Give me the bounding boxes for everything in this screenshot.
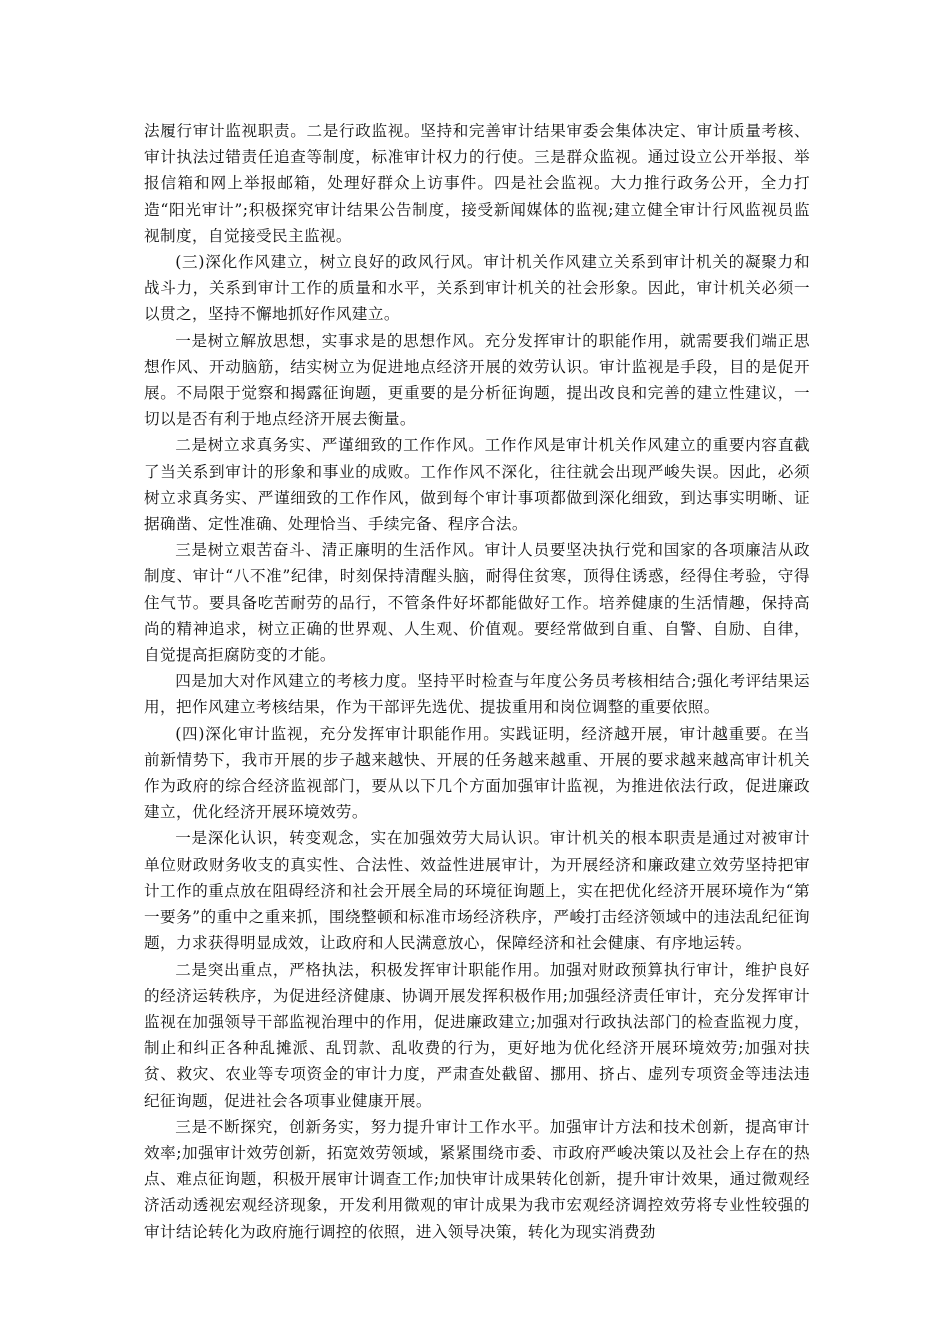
paragraph: 三是树立艰苦奋斗、清正廉明的生活作风。审计人员要坚决执行党和国家的各项廉洁从政制度、审计“八不准”纪律，时刻保持清醒头脑，耐得住贫寒，顶得住诱惑，经得住考验，守得住气节。要具备吃苦耐劳的品行，不管条件好坏都能做好工作。培养健康的生活情趣，保持高尚的精神追求，树立正确的世界观、人生观、价值观。要经常做到自重、自警、自励、自律，自觉提高拒腐防变的才能。: [144, 541, 810, 665]
paragraph: (三)深化作风建立，树立良好的政风行风。审计机关作风建立关系到审计机关的凝聚力和战斗力，关系到审计工作的质量和水平，关系到审计机关的社会形象。因此，审计机关必须一以贯之，坚持不懈地抓好作风建立。: [144, 253, 810, 324]
paragraph: 二是树立求真务实、严谨细致的工作作风。工作作风是审计机关作风建立的重要内容直截了当关系到审计的形象和事业的成败。工作作风不深化，往往就会出现严峻失误。因此，必须树立求真务实、严谨细致的工作作风，做到每个审计事项都做到深化细致，到达事实明晰、证据确凿、定性准确、处理恰当、手续完备、程序合法。: [144, 436, 810, 534]
document-body: [144, 118, 810, 1245]
paragraph: 法履行审计监视职责。二是行政监视。坚持和完善审计结果审委会集体决定、审计质量考核、审计执法过错责任追查等制度，标准审计权力的行使。三是群众监视。通过设立公开举报、举报信箱和网上举报邮箱，处理好群众上访事件。四是社会监视。大力推行政务公开，全力打造“阳光审计”;积极探究审计结果公告制度，接受新闻媒体的监视;建立健全审计行风监视员监视制度，自觉接受民主监视。: [144, 122, 810, 245]
paragraph: 一是深化认识，转变观念，实在加强效劳大局认识。审计机关的根本职责是通过对被审计单位财政财务收支的真实性、合法性、效益性进展审计，为开展经济和廉政建立效劳坚持把审计工作的重点放在阻碍经济和社会开展全局的环境征询题上，实在把优化经济开展环境作为“第一要务”的重中之重来抓，围绕整顿和标准市场经济秩序，严峻打击经济领域中的违法乱纪征询题，力求获得明显成效，让政府和人民满意放心，保障经济和社会健康、有序地运转。: [144, 829, 810, 953]
paragraph: 四是加大对作风建立的考核力度。坚持平时检查与年度公务员考核相结合;强化考评结果运用，把作风建立考核结果，作为干部评先选优、提拔重用和岗位调整的重要依照。: [144, 672, 810, 717]
paragraph: (四)深化审计监视，充分发挥审计职能作用。实践证明，经济越开展，审计越重要。在当前新情势下，我市开展的步子越来越快、开展的任务越来越重、开展的要求越来越高审计机关作为政府的综合经济监视部门，要从以下几个方面加强审计监视，为推进依法行政，促进廉政建立，优化经济开展环境效劳。: [144, 724, 810, 822]
paragraph: 一是树立解放思想，实事求是的思想作风。充分发挥审计的职能作用，就需要我们端正思想作风、开动脑筋，结实树立为促进地点经济开展的效劳认识。审计监视是手段，目的是促开展。不局限于觉察和揭露征询题，更重要的是分析征询题，提出改良和完善的建立性建议，一切以是否有利于地点经济开展去衡量。: [144, 331, 810, 429]
paragraph: 三是不断探究，创新务实，努力提升审计工作水平。加强审计方法和技术创新，提高审计效率;加强审计效劳创新，拓宽效劳领域，紧紧围绕市委、市政府严峻决策以及社会上存在的热点、难点征询题，积极开展审计调查工作;加快审计成果转化创新，提升审计效果，通过微观经济活动透视宏观经济现象，开发利用微观的审计成果为我市宏观经济调控效劳将专业性较强的审计结论转化为政府施行调控的依照，进入领导决策，转化为现实消费劲: [144, 1117, 810, 1241]
paragraph: 二是突出重点，严格执法，积极发挥审计职能作用。加强对财政预算执行审计，维护良好的经济运转秩序，为促进经济健康、协调开展发挥积极作用;加强经济责任审计，充分发挥审计监视在加强领导干部监视治理中的作用，促进廉政建立;加强对行政执法部门的检查监视力度，制止和纠正各种乱摊派、乱罚款、乱收费的行为，更好地为优化经济开展环境效劳;加强对扶贫、救灾、农业等专项资金的审计力度，严肃查处截留、挪用、挤占、虚列专项资金等违法违纪征询题，促进社会各项事业健康开展。: [144, 960, 810, 1110]
